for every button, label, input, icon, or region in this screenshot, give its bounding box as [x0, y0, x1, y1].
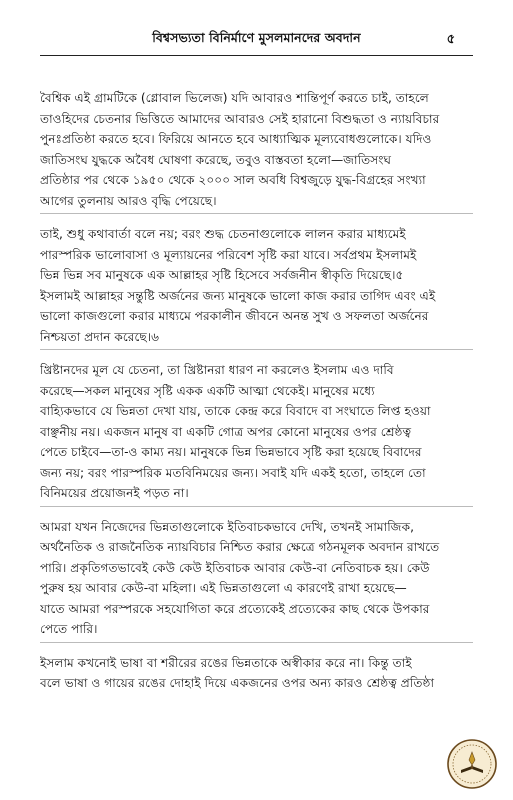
text-line: বৈশ্বিক এই গ্রামটিকে (গ্লোবাল ভিলেজ) যদি আবারও শান্তিপূর্ণ করতে চাই, তাহলে [40, 91, 429, 105]
text-line: তাই, শুধু কথাবার্তা বলে নয়; বরং শুদ্ধ চেতনাগুলোকে লালন করার মাধ্যমেই [40, 227, 406, 241]
body-text [40, 88, 473, 696]
text-line: ইসলাম কখনোই ভাষা বা শরীরের রঙের ভিন্নতাকে অস্বীকার করে না। কিন্তু তাই [40, 655, 412, 670]
text-line: বলে ভাষা ও গায়ের রঙের দোহাই দিয়ে একজনের ওপর অন্য কারও শ্রেষ্ঠত্ব প্রতিষ্ঠা [40, 676, 434, 690]
page-header [0, 30, 513, 50]
text-line: নিশ্চয়তা প্রদান করেছে।৬ [40, 329, 160, 344]
text-line: জাতিসংঘ যুদ্ধকে অবৈধ ঘোষণা করেছে, তবুও বাস্তবতা হলো—জাতিসংঘ [40, 152, 392, 167]
text-line: পেতে চাইবে—তা-ও কাম্য নয়। মানুষকে ভিন্ন ভিন্নভাবে সৃষ্টি করা হয়েছে বিবাদের [40, 445, 422, 459]
paragraph [40, 88, 473, 214]
text-line: প্রতিষ্ঠার পর থেকে ১৯৫০ থেকে ২০০০ সাল অবধি বিশ্বজুড়ে যুদ্ধ-বিগ্রহের সংখ্যা [40, 173, 426, 187]
paragraph [40, 224, 473, 350]
page-number: ৫ [446, 32, 455, 47]
text-line: ইসলামই আল্লাহর সন্তুষ্টি অর্জনের জন্য মানুষকে ভালো কাজ করার তাগিদ এবং এই [40, 288, 436, 303]
text-line: পুনঃপ্রতিষ্ঠা করতে হবে। ফিরিয়ে আনতে হবে আধ্যাত্মিক মূল্যবোধগুলোকে। যদিও [40, 132, 432, 146]
text-line: করেছে—সকল মানুষের সৃষ্টি একক একটি আত্মা থেকেই। মানুষের মধ্যে [40, 383, 375, 398]
text-line: অর্থনৈতিক ও রাজনৈতিক ন্যায়বিচার নিশ্চিত করার ক্ষেত্রে গঠনমূলক অবদান রাখতে [40, 540, 440, 554]
text-line: তাওহিদের চেতনার ভিত্তিতে আমাদের আবারও সেই হারানো বিশুদ্ধতা ও ন্যায়বিচার [40, 111, 440, 126]
text-line: পেতে পারি। [40, 622, 98, 636]
text-line: ভালো কাজগুলো করার মাধ্যমে পরকালীন জীবনে অনন্ত সুখ ও সফলতা অর্জনের [40, 309, 429, 323]
header-divider [40, 55, 473, 56]
text-line: ভিন্ন ভিন্ন সব মানুষকে এক আল্লাহর সৃষ্টি হিসেবে সর্বজনীন স্বীকৃতি দিয়েছে।৫ [40, 268, 404, 282]
text-line: বিনিময়ের প্রয়োজনই পড়ত না। [40, 486, 189, 500]
text-line: বাঞ্ছনীয় নয়। একজন মানুষ বা একটি গোত্র অপর কোনো মানুষের ওপর শ্রেষ্ঠত্ব [40, 424, 412, 439]
text-line: যাতে আমরা পরস্পরকে সহযোগিতা করে প্রত্যেকেই প্রত্যেকের কাছ থেকে উপকার [40, 601, 430, 616]
text-line: পারস্পরিক ভালোবাসা ও মূল্যায়নের পরিবেশ সৃষ্টি করা যাবে। সর্বপ্রথম ইসলামই [40, 247, 417, 262]
text-line: বাহ্যিকভাবে যে ভিন্নতা দেখা যায়, তাকে কেন্দ্র করে বিবাদে বা সংঘাতে লিপ্ত হওয়া [40, 404, 431, 418]
paragraph [40, 360, 473, 507]
paragraph [40, 517, 473, 643]
publisher-logo-icon [446, 738, 498, 790]
running-title: বিশ্বসভ্যতা বিনির্মাণে মুসলমানদের অবদান [152, 30, 361, 45]
text-line: পুরুষ হয় আবার কেউ-বা মহিলা। এই ভিন্নতাগুলো এ কারণেই রাখা হয়েছে— [40, 581, 407, 595]
text-line: আগের তুলনায় আরও বৃদ্ধি পেয়েছে। [40, 193, 217, 208]
text-line: পারি। প্রকৃতিগতভাবেই কেউ কেউ ইতিবাচক আবার কেউ-বা নেতিবাচক হয়। কেউ [40, 560, 430, 575]
text-line: খ্রিষ্টানদের মূল যে চেতনা, তা খ্রিষ্টানরা ধারণ না করলেও ইসলাম এও দাবি [40, 363, 394, 377]
paragraph [40, 653, 473, 696]
text-line: আমরা যখন নিজেদের ভিন্নতাগুলোকে ইতিবাচকভাবে দেখি, তখনই সামাজিক, [40, 519, 414, 534]
text-line: জন্য নয়; বরং পারস্পরিক মতবিনিময়ের জন্য। সবাই যদি একই হতো, তাহলে তো [40, 465, 426, 480]
